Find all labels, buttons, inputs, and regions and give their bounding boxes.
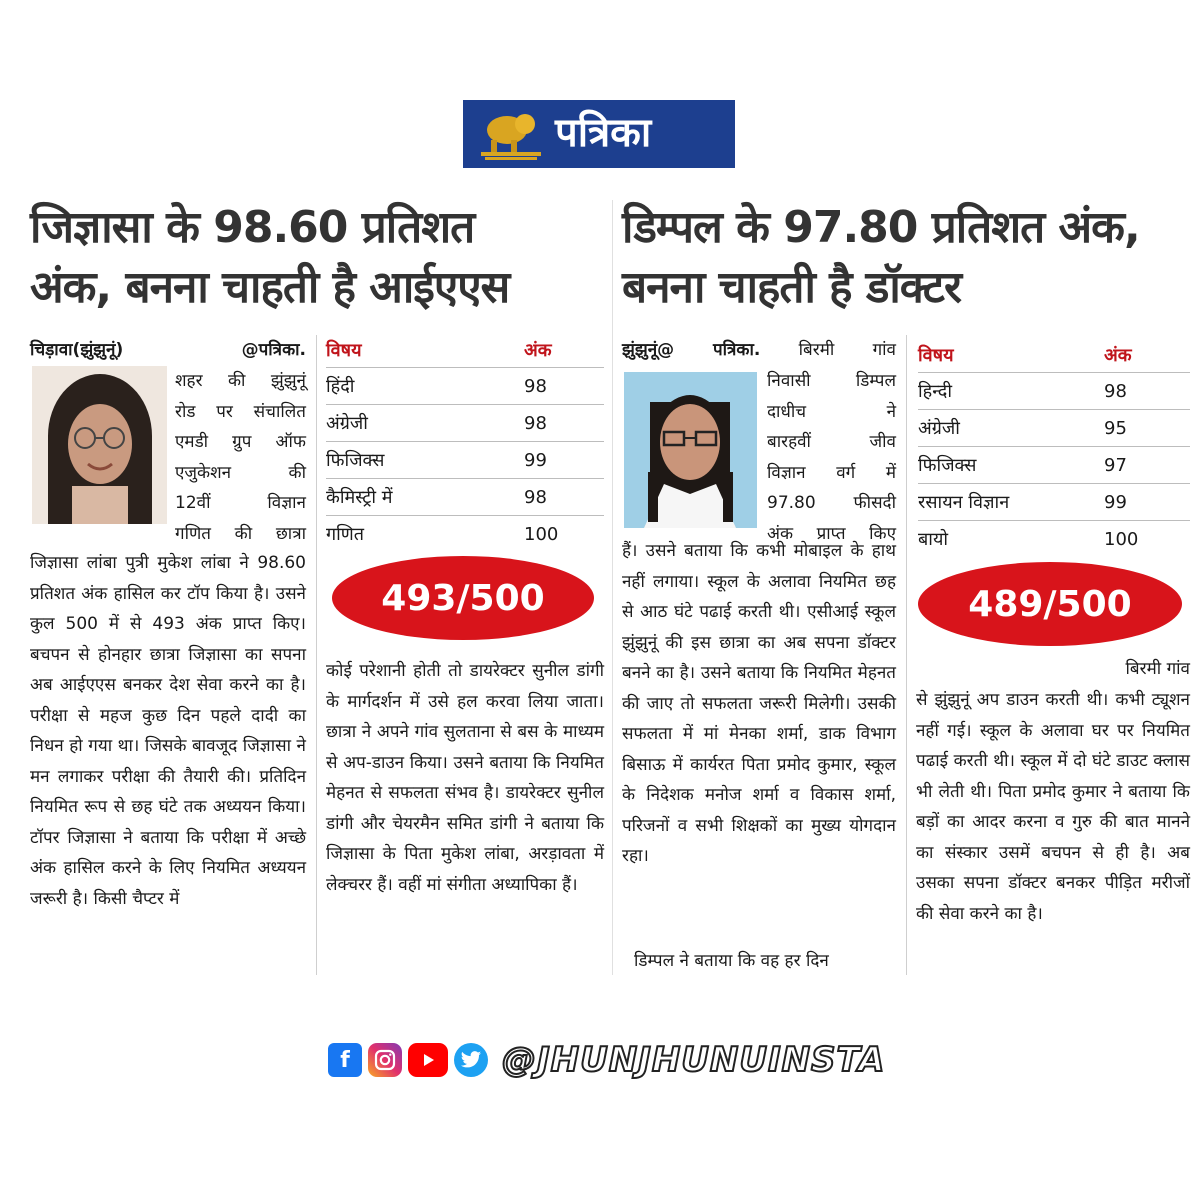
table-row <box>326 442 604 479</box>
left-beside-photo <box>175 366 306 549</box>
story-divider <box>612 200 613 975</box>
table-row <box>918 373 1190 410</box>
subject-cell: अंग्रेजी <box>918 410 1104 447</box>
headline-right <box>622 198 1192 318</box>
text-line: शहर की झुंझुनूं <box>175 371 306 391</box>
headline-left-line-2: अंक, बनना चाहती है आईएएस <box>30 262 510 313</box>
marks-cell: 97 <box>1104 447 1190 484</box>
masthead-logo <box>463 100 735 168</box>
subject-cell: फिजिक्स <box>326 442 524 479</box>
table-row <box>918 447 1190 484</box>
total-score-right: 489/500 <box>918 562 1182 646</box>
dateline-right <box>622 335 896 366</box>
photo-jigyasa <box>32 366 167 524</box>
column-divider <box>906 335 907 975</box>
marks-cell: 99 <box>524 442 604 479</box>
youtube-icon[interactable] <box>408 1043 448 1077</box>
table-row <box>326 405 604 442</box>
subject-cell: अंग्रेजी <box>326 405 524 442</box>
instagram-icon[interactable] <box>368 1043 402 1077</box>
subject-cell: हिन्दी <box>918 373 1104 410</box>
column-divider <box>316 335 317 975</box>
subject-cell: हिंदी <box>326 368 524 405</box>
right-beside-photo <box>767 366 896 549</box>
table-header-subject: विषय <box>918 338 1104 373</box>
table-row <box>918 484 1190 521</box>
text-line: 97.80 फीसदी <box>767 493 896 513</box>
text-line: दाधीच ने <box>767 401 896 422</box>
text-line: एजुकेशन की <box>175 462 306 483</box>
right-col1-text: हैं। उसने बताया कि कभी मोबाइल के हाथ नहीं लगाया। स्कूल के अलावा नियमित छह से आठ घंटे पढाई करती थी। एसीआई स्कूल झुंझुनूं की इस छात्रा का अब सपना डॉक्टर बनने का है। उसने बताया कि नियमित मेहनत की जाए तो सफलता जरूरी मिलेगी। उसकी सफलता में मां मेनका शर्मा, डाक विभाग बिसाऊ में कार्यरत पिता प्रमोद कुमार, स्कूल के निदेशक मनोज शर्मा व विकास शर्मा, परिजनों व सभी शिक्षकों का मुख्य योगदान रहा। <box>622 541 896 866</box>
subject-cell: बायो <box>918 529 949 550</box>
marks-cell: 99 <box>1104 484 1190 521</box>
table-header-marks: अंक <box>524 333 604 368</box>
table-row <box>918 521 1190 558</box>
marks-cell: 98 <box>524 368 604 405</box>
social-footer <box>328 1038 885 1082</box>
table-row <box>326 516 604 553</box>
text-line: विज्ञान वर्ग में <box>767 462 896 483</box>
dateline-place: चिड़ावा(झुंझुनूं) <box>30 340 124 360</box>
facebook-icon[interactable]: f <box>328 1043 362 1077</box>
headline-right-line-1: डिम्पल के 97.80 प्रतिशत अंक, <box>622 202 1140 253</box>
subject-cell: कैमिस्ट्री में <box>326 479 524 516</box>
text-line: रोड पर संचालित <box>175 401 306 422</box>
table-header-subject: विषय <box>326 333 524 368</box>
text-line: एमडी ग्रुप ऑफ <box>175 432 306 452</box>
subject-cell: गणित <box>326 524 365 545</box>
lion-emblem-icon <box>477 106 547 162</box>
marks-table-right <box>918 338 1190 557</box>
twitter-icon[interactable] <box>454 1043 488 1077</box>
marks-cell: 100 <box>524 523 559 545</box>
right-col2-first: बिरमी गांव <box>1125 659 1190 679</box>
table-row <box>326 368 604 405</box>
table-row <box>918 410 1190 447</box>
text-line: बारहवीं जीव <box>767 432 896 452</box>
subject-cell: रसायन विज्ञान <box>918 484 1104 521</box>
marks-cell: 95 <box>1104 410 1190 447</box>
table-header-marks: अंक <box>1104 338 1190 373</box>
dateline-source: झुंझुनूं@ पत्रिका. <box>622 340 761 360</box>
dateline-source: @पत्रिका. <box>241 340 306 360</box>
total-score-left: 493/500 <box>332 556 594 640</box>
table-row <box>326 479 604 516</box>
headline-right-line-2: बनना चाहती है डॉक्टर <box>622 262 961 313</box>
marks-table-left <box>326 333 604 552</box>
left-col1-text: जिज्ञासा लांबा पुत्री मुकेश लांबा ने 98.60 प्रतिशत अंक हासिल कर टॉप किया है। उसने कुल 500 में से 493 अंक प्राप्त किए। बचपन से होनहार छात्रा जिज्ञासा का सपना अब आईएएस बनकर देश सेवा करने का है। परीक्षा से महज कुछ दिन पहले दादी का निधन हो गया था। जिसके बावजूद जिज्ञासा ने मन लगाकर परीक्षा की तैयारी की। प्रतिदिन नियमित रूप से छह घंटे तक अध्ययन किया। टॉपर जिज्ञासा ने बताया कि परीक्षा में अच्छे अंक हासिल करने के लिए नियमित अध्ययन जरूरी है। किसी चैप्टर में <box>30 553 306 909</box>
left-col2-text: कोई परेशानी होती तो डायरेक्टर सुनील डांगी के मार्गदर्शन में उसे हल करवा लिया जाता। छात्रा ने अपने गांव सुलताना से बस के माध्यम से अप-डाउन किया। उसने बताया कि नियमित मेहनत से सफलता संभव है। डायरेक्टर सुनील डांगी और चेयरमैन समित डांगी ने बताया कि जिज्ञासा के पिता मुकेश लांबा, अरड़ावता में लेक्चरर हैं। वहीं मां संगीता अध्यापिका हैं। <box>326 661 604 895</box>
instagram-handle[interactable]: @JHUNJHUNUINSTA <box>502 1040 886 1080</box>
text-line: गणित की छात्रा <box>175 523 306 544</box>
dateline-rest: बिरमी गांव <box>798 340 897 360</box>
brand-name: पत्रिका <box>555 110 652 156</box>
dateline-left <box>30 335 306 365</box>
text-line: निवासी डिम्पल <box>767 371 896 391</box>
text-line: 12वीं विज्ञान <box>175 493 306 513</box>
right-col2-text: से झुंझुनूं अप डाउन करती थी। कभी ट्यूशन नहीं गई। स्कूल के अलावा घर पर नियमित पढाई करती थी। स्कूल में दो घंटे डाउट क्लास भी लेती थी। पिता प्रमोद कुमार ने बताया कि बड़ों का आदर करना व गुरु की बात मानने का संस्कार उसमें बचपन से ही है। अब उसका सपना डॉक्टर बनकर पीड़ित मरीजों की सेवा करने का है। <box>916 690 1190 924</box>
marks-cell: 100 <box>1104 528 1139 550</box>
right-col1-last: डिम्पल ने बताया कि वह हर दिन <box>634 951 829 971</box>
headline-left <box>30 198 610 318</box>
marks-cell: 98 <box>524 479 604 516</box>
text-line: अंक प्राप्त किए <box>767 523 896 544</box>
marks-cell: 98 <box>524 405 604 442</box>
photo-dimple <box>624 372 757 528</box>
headline-left-line-1: जिज्ञासा के 98.60 प्रतिशत <box>30 202 475 253</box>
subject-cell: फिजिक्स <box>918 447 1104 484</box>
marks-cell: 98 <box>1104 373 1190 410</box>
